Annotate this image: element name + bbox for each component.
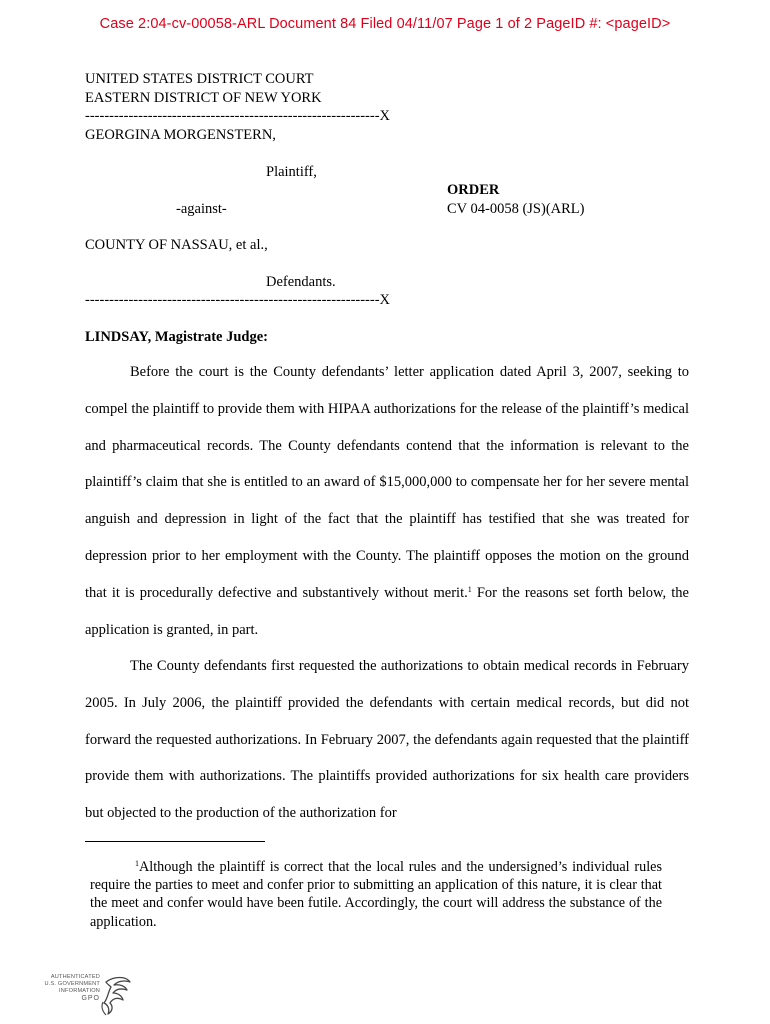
gpo-text-line2: U.S. GOVERNMENT	[44, 981, 100, 987]
footnote-marker: 1	[135, 859, 139, 868]
footnote-text: Although the plaintiff is correct that the local rules and the undersigned’s individual rules require the parties to meet and confer prior to submitting an application of this nature, it is clear that the meet and confer would have been futile. Accordingly, the court will address the substance of the application.	[90, 859, 662, 930]
gpo-text-line4: GPO	[81, 995, 100, 1002]
judge-heading: LINDSAY, Magistrate Judge:	[85, 329, 269, 345]
court-name-line2: EASTERN DISTRICT OF NEW YORK	[85, 90, 322, 106]
gpo-authentication-logo	[44, 974, 134, 1018]
defendant-name: COUNTY OF NASSAU, et al.,	[85, 237, 268, 253]
plaintiff-name: GEORGINA MORGENSTERN,	[85, 127, 276, 143]
court-name-line1: UNITED STATES DISTRICT COURT	[85, 71, 314, 87]
footnote-divider	[85, 841, 265, 842]
order-label: ORDER	[447, 182, 500, 198]
gpo-logo-text	[44, 974, 100, 1002]
plaintiff-role: Plaintiff,	[266, 164, 317, 180]
body-paragraph-2: The County defendants first requested the authorizations to obtain medical records in February 2005. In July 2006, the plaintiff provided the defendants with certain medical records, but did not forward the requested authorizations. In February 2007, the defendants again requested that the plaintiff provide them with authorizations. The plaintiffs provided authorizations for six health care providers but objected to the production of the authorization for	[85, 658, 689, 822]
case-number: CV 04-0058 (JS)(ARL)	[447, 201, 585, 217]
gpo-text-line1: AUTHENTICATED	[50, 974, 100, 980]
case-header-stamp: Case 2:04-cv-00058-ARL Document 84 Filed 04/11/07 Page 1 of 2 PageID #: <pageID>	[99, 16, 671, 32]
caption-divider-bottom: -------------------------------------------------------------X	[85, 292, 391, 308]
against-label: -against-	[176, 201, 227, 217]
body-paragraph-1-text: Before the court is the County defendants’ letter application dated April 3, 2007, seeking to compel the plaintiff to provide them with HIPAA authorizations for the release of the plaintiff’s medical and pharmaceutical records. The County defendants contend that the information is relevant to the plaintiff’s claim that she is entitled to an award of $15,000,000 to compensate her for her severe mental anguish and depression in light of the fact that the plaintiff has testified that she was treated for depression prior to her employment with the County. The plaintiff opposes the motion on the ground that it is procedurally defective and substantively without merit.	[85, 364, 689, 601]
footnote	[90, 858, 662, 931]
eagle-icon	[100, 974, 132, 1016]
caption-divider-top: -------------------------------------------------------------X	[85, 108, 391, 124]
defendant-role: Defendants.	[266, 274, 336, 290]
gpo-text-line3: INFORMATION	[59, 988, 100, 994]
footnote-reference[interactable]: 1	[467, 584, 472, 594]
body-paragraph-1-tail: For the reasons set forth below, the application is granted, in part.	[85, 584, 689, 638]
body-paragraph-1	[85, 354, 689, 648]
